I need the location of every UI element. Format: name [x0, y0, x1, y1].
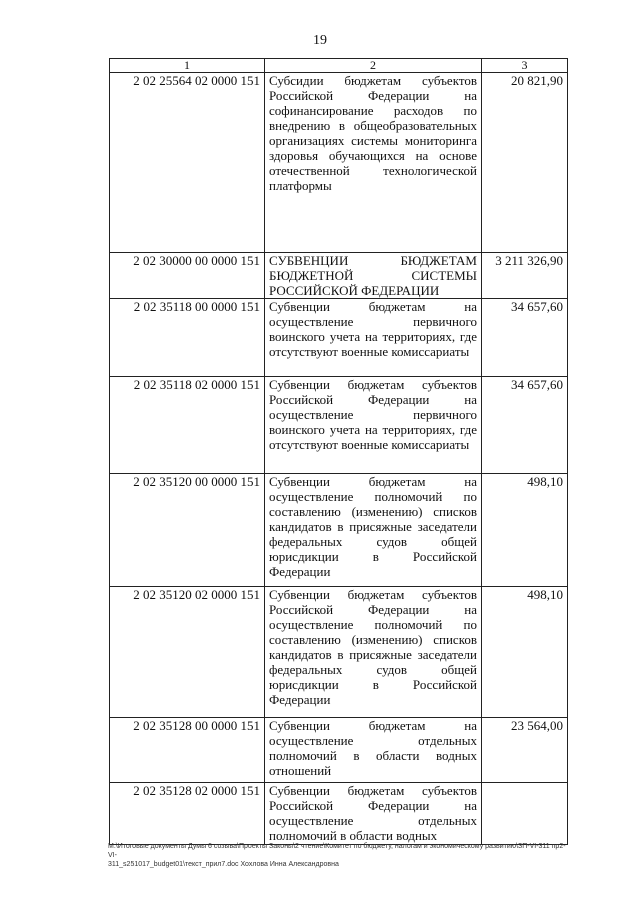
row-amount: 20 821,90	[482, 73, 568, 253]
table-row	[110, 474, 568, 587]
page-number: 19	[313, 33, 327, 48]
row-description: Субвенции бюджетам на осуществление отдельных полномочий в области водных отношений	[265, 718, 482, 783]
row-code: 2 02 35118 02 0000 151	[110, 377, 265, 474]
table-row	[110, 783, 568, 845]
row-amount	[482, 783, 568, 845]
row-code: 2 02 35118 00 0000 151	[110, 299, 265, 377]
footer-path-line: M:\Итоговые документы Думы 6 созыва\Проекты Законы\2 чтение\Комитет по бюджету, налогам и экономическому развитию\ЗП-VI-311 пр2-VI-	[108, 843, 566, 859]
table-row	[110, 73, 568, 253]
table-row	[110, 299, 568, 377]
row-code: 2 02 35128 02 0000 151	[110, 783, 265, 845]
row-code: 2 02 25564 02 0000 151	[110, 73, 265, 253]
column-header-2: 2	[265, 59, 482, 73]
footer-file-line: 311_s251017_budget01\текст_прил7.doc Хохлова Инна Александровна	[108, 861, 339, 868]
row-description: Субвенции бюджетам субъектов Российской Федерации на осуществление первичного воинского учета на территориях, где отсутствуют военные комиссариаты	[265, 377, 482, 474]
row-code: 2 02 35120 00 0000 151	[110, 474, 265, 587]
budget-table	[109, 58, 568, 845]
row-amount: 34 657,60	[482, 299, 568, 377]
column-header-1: 1	[110, 59, 265, 73]
row-description: Субвенции бюджетам на осуществление первичного воинского учета на территориях, где отсутствуют военные комиссариаты	[265, 299, 482, 377]
document-footer	[108, 842, 568, 869]
row-description: Субвенции бюджетам субъектов Российской Федерации на осуществление полномочий по составлению (изменению) списков кандидатов в присяжные заседатели федеральных судов общей юрисдикции в Российской Федерации	[265, 587, 482, 718]
row-description: Субвенции бюджетам на осуществление полномочий по составлению (изменению) списков кандидатов в присяжные заседатели федеральных судов общей юрисдикции в Российской Федерации	[265, 474, 482, 587]
table-row	[110, 587, 568, 718]
row-amount: 34 657,60	[482, 377, 568, 474]
row-description: Субсидии бюджетам субъектов Российской Федерации на софинансирование расходов по внедрению в общеобразовательных организациях системы мониторинга здоровья обучающихся на основе отечественной технологической платформы	[265, 73, 482, 253]
row-amount: 23 564,00	[482, 718, 568, 783]
row-description: Субвенции бюджетам субъектов Российской Федерации на осуществление отдельных полномочий в области водных	[265, 783, 482, 845]
row-code: 2 02 35120 02 0000 151	[110, 587, 265, 718]
row-description: СУБВЕНЦИИ БЮДЖЕТАМ БЮДЖЕТНОЙ СИСТЕМЫ РОССИЙСКОЙ ФЕДЕРАЦИИ	[265, 253, 482, 299]
row-amount: 3 211 326,90	[482, 253, 568, 299]
table-row	[110, 377, 568, 474]
table-row	[110, 718, 568, 783]
row-amount: 498,10	[482, 474, 568, 587]
row-code: 2 02 35128 00 0000 151	[110, 718, 265, 783]
table-row	[110, 253, 568, 299]
row-code: 2 02 30000 00 0000 151	[110, 253, 265, 299]
header-row	[110, 59, 568, 73]
column-header-3: 3	[482, 59, 568, 73]
row-amount: 498,10	[482, 587, 568, 718]
